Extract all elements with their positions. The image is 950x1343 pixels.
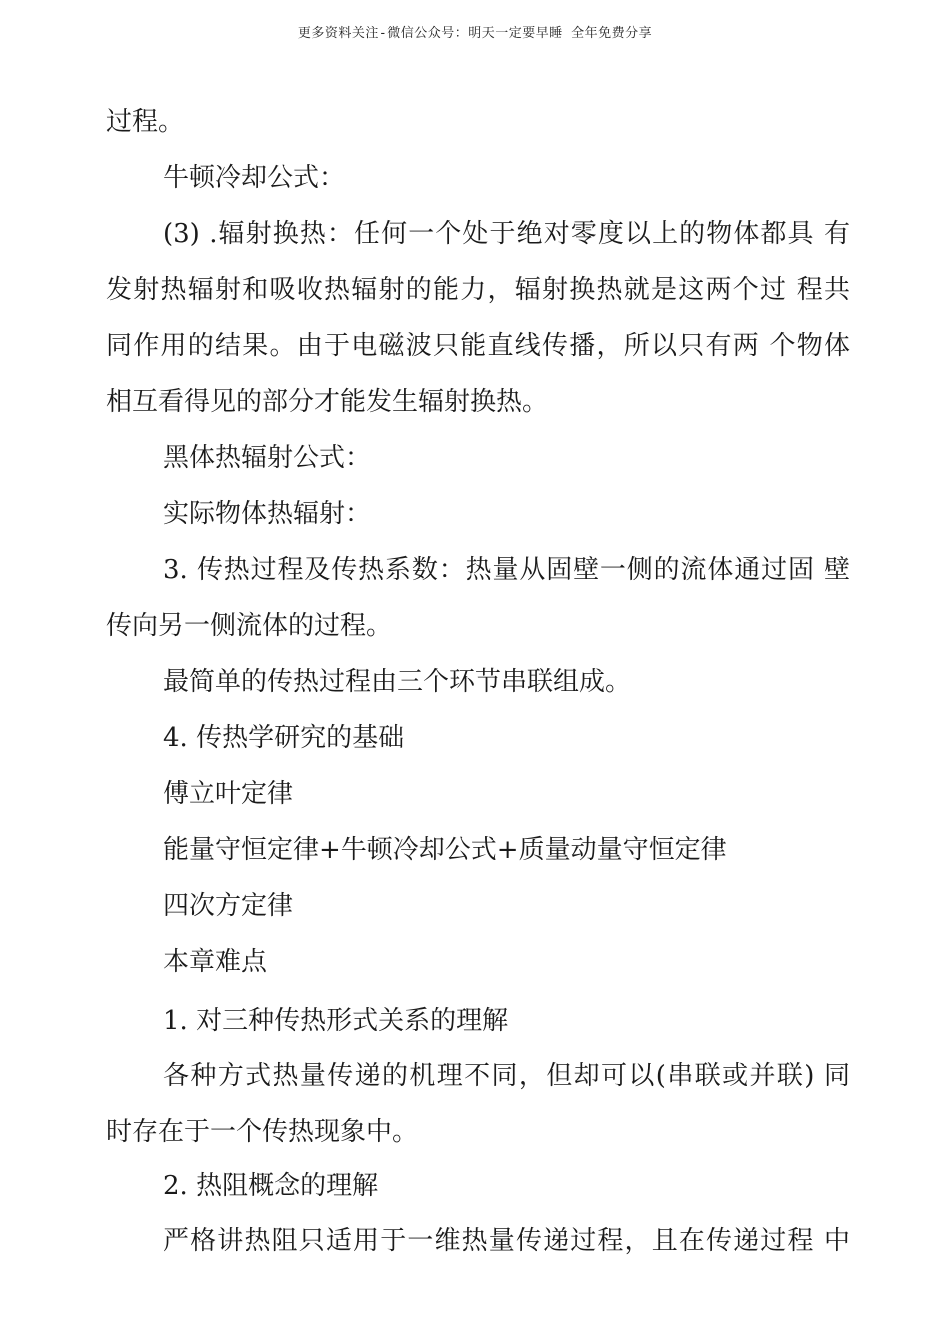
section-heading: 2. 热阻概念的理解 bbox=[163, 1171, 379, 1201]
text-line: 时存在于一个传热现象中。 bbox=[106, 1117, 419, 1147]
text-line: 傅立叶定律 bbox=[163, 779, 294, 809]
text-line: 最简单的传热过程由三个环节串联组成。 bbox=[163, 667, 632, 697]
text-line: 严格讲热阻只适用于一维热量传递过程，且在传递过程 中 bbox=[163, 1226, 850, 1256]
text-line: 四次方定律 bbox=[163, 891, 294, 921]
text-line: 牛顿冷却公式： bbox=[163, 163, 346, 193]
text-line: 相互看得见的部分才能发生辐射换热。 bbox=[106, 387, 549, 417]
text-line: 实际物体热辐射： bbox=[163, 499, 372, 529]
section-heading: 1. 对三种传热形式关系的理解 bbox=[163, 1006, 509, 1036]
section-heading: 4. 传热学研究的基础 bbox=[163, 723, 405, 753]
page-header-notice: 更多资料关注-微信公众号：明天一定要早睡 全年免费分享 bbox=[297, 26, 653, 41]
text-line: 3. 传热过程及传热系数：热量从固壁一侧的流体通过固 壁 bbox=[163, 555, 850, 585]
text-line: 同作用的结果。由于电磁波只能直线传播，所以只有两 个物体 bbox=[106, 331, 850, 361]
text-line: 各种方式热量传递的机理不同，但却可以(串联或并联) 同 bbox=[163, 1061, 850, 1091]
text-line: (3) .辐射换热：任何一个处于绝对零度以上的物体都具 有 bbox=[163, 219, 850, 249]
text-line: 过程。 bbox=[106, 107, 185, 137]
section-heading: 本章难点 bbox=[163, 947, 268, 977]
text-line: 发射热辐射和吸收热辐射的能力，辐射换热就是这两个过 程共 bbox=[106, 275, 850, 305]
text-line: 能量守恒定律+牛顿冷却公式+质量动量守恒定律 bbox=[163, 835, 727, 865]
text-line: 黑体热辐射公式： bbox=[163, 443, 372, 473]
text-line: 传向另一侧流体的过程。 bbox=[106, 611, 393, 641]
